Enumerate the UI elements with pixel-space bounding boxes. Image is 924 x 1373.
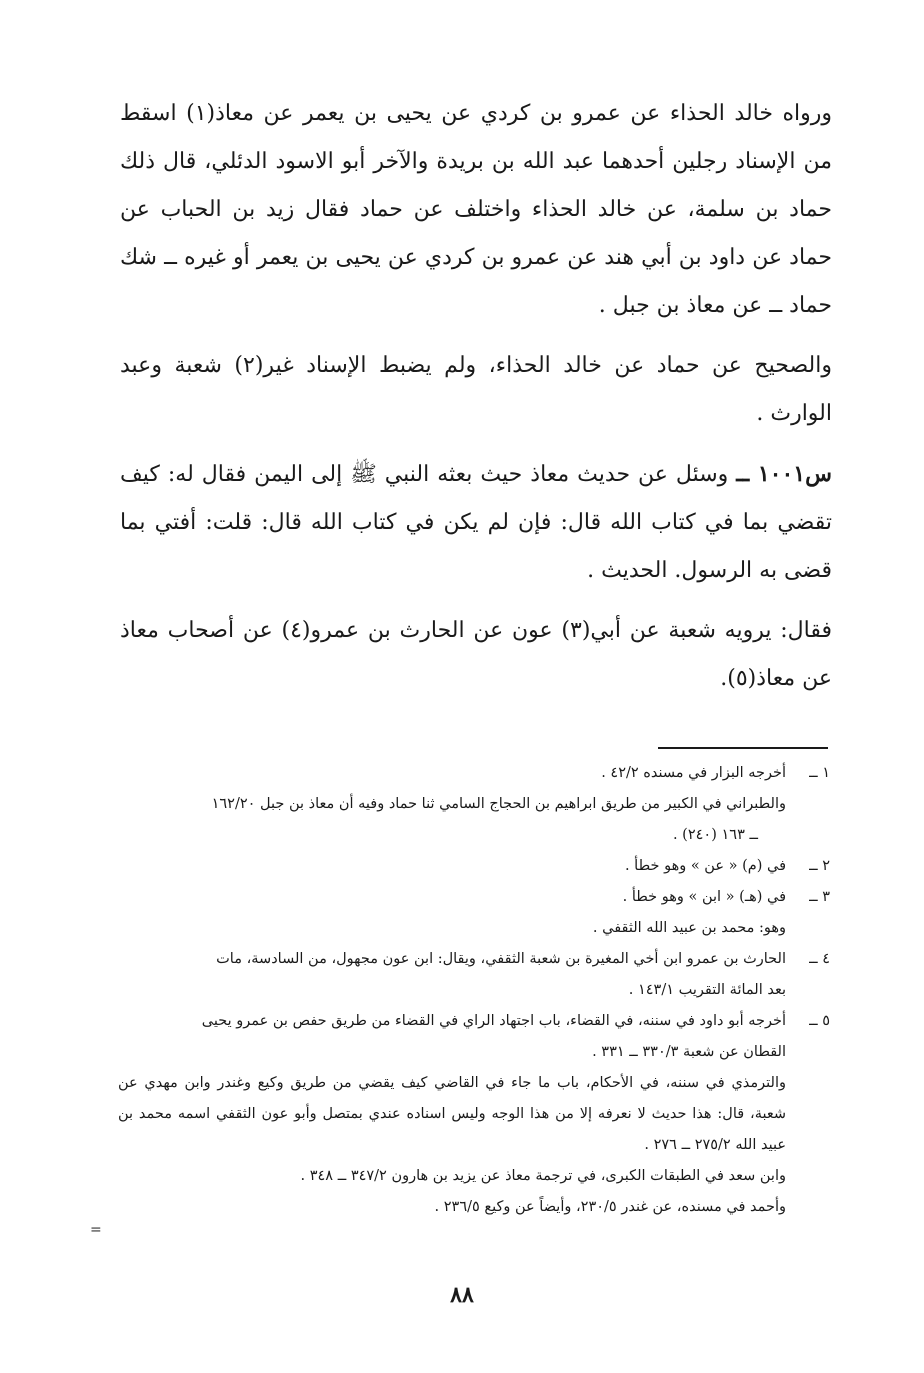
footnote-text: في (هـ) « ابن » وهو خطأ . bbox=[622, 889, 786, 905]
footnote-continuation: ــ ١٦٣ (٢٤٠) . bbox=[672, 827, 758, 843]
footnote-number: ٤ ــ bbox=[809, 951, 830, 967]
paragraph-question bbox=[120, 450, 832, 595]
footnote-4 bbox=[118, 944, 830, 975]
paragraph-narration: ورواه خالد الحذاء عن عمرو بن كردي عن يحيى بن يعمر عن معاذ(١) اسقط من الإسناد رجلين أحدهما عبد الله بن بريدة والآخر أبو الاسود الدئلي، قال ذلك حماد بن سلمة، عن خالد الحذاء واختلف عن حماد فقال زيد بن الحباب عن حماد عن داود بن أبي هند عن عمرو بن كردي عن يحيى بن يعمر أو غيره ــ شك حماد ــ عن معاذ بن جبل . bbox=[120, 101, 832, 318]
page-number: ٨٨ bbox=[450, 1282, 474, 1308]
paragraph-answer: فقال: يرويه شعبة عن أبي(٣) عون عن الحارث بن عمرو(٤) عن أصحاب معاذ عن معاذ(٥). bbox=[120, 618, 832, 691]
footnote-extra-tirmidhi: والترمذي في سننه، في الأحكام، باب ما جاء في القاضي كيف يقضي من طريق وكيع وغندر وابن مهدي عن شعبة، قال: هذا حديث لا نعرفه إلا من هذا الوجه وليس اسناده عندي بمتصل وأبو عون الثقفي اسمه محمد بن عبيد الله ٢٧٥/٢ ــ ٢٧٦ . bbox=[118, 1075, 786, 1153]
margin-continuation-mark: = bbox=[90, 1222, 102, 1238]
footnote-extra-ibn-saad: وابن سعد في الطبقات الكبرى، في ترجمة معاذ عن يزيد بن هارون ٣٤٧/٢ ــ ٣٤٨ . bbox=[300, 1168, 786, 1184]
main-text bbox=[120, 90, 832, 715]
footnote-text: الحارث بن عمرو ابن أخي المغيرة بن شعبة الثقفي، ويقال: ابن عون مجهول، من السادسة، مات bbox=[216, 951, 786, 967]
footnote-text: أخرجه أبو داود في سننه، في القضاء، باب اجتهاد الراي في القضاء من طريق حفص بن عمرو يحيى bbox=[201, 1013, 786, 1029]
footnote-5 bbox=[118, 1006, 830, 1037]
footnote-extra-ahmad: وأحمد في مسنده، عن غندر ٢٣٠/٥، وأيضاً عن وكيع ٢٣٦/٥ . bbox=[434, 1199, 786, 1215]
paragraph-correct-chain: والصحيح عن حماد عن خالد الحذاء، ولم يضبط الإسناد غير(٢) شعبة وعبد الوارث . bbox=[120, 353, 832, 426]
footnotes bbox=[118, 758, 830, 1223]
footnote-continuation: بعد المائة التقريب ١٤٣/١ . bbox=[628, 982, 786, 998]
question-text: وسئل عن حديث معاذ حيث بعثه النبي ﷺ إلى اليمن فقال له: كيف تقضي بما في كتاب الله قال: فإن لم يكن في كتاب الله قال: قلت: أفتي بما قضى به الرسول. الحديث . bbox=[120, 462, 832, 583]
footnote-number: ٥ ــ bbox=[809, 1013, 830, 1029]
footnote-number: ٣ ــ bbox=[809, 889, 830, 905]
footnote-continuation: وهو: محمد بن عبيد الله الثقفي . bbox=[592, 920, 786, 936]
footnote-continuation: القطان عن شعبة ٣٣٠/٣ ــ ٣٣١ . bbox=[592, 1044, 786, 1060]
footnote-text: أخرجه البزار في مسنده ٤٢/٢ . bbox=[601, 765, 786, 781]
footnote-3 bbox=[118, 882, 830, 913]
footnote-text: في (م) « عن » وهو خطأ . bbox=[624, 858, 786, 874]
footnote-2 bbox=[118, 851, 830, 882]
footnote-1 bbox=[118, 758, 830, 789]
footnote-separator bbox=[658, 747, 828, 749]
question-number: س١٠٠١ ــ bbox=[736, 461, 832, 487]
footnote-number: ١ ــ bbox=[809, 765, 830, 781]
footnote-continuation: والطبراني في الكبير من طريق ابراهيم بن الحجاج السامي ثنا حماد وفيه أن معاذ بن جبل ١٦٢/٢٠ bbox=[211, 796, 786, 812]
footnote-number: ٢ ــ bbox=[809, 858, 830, 874]
